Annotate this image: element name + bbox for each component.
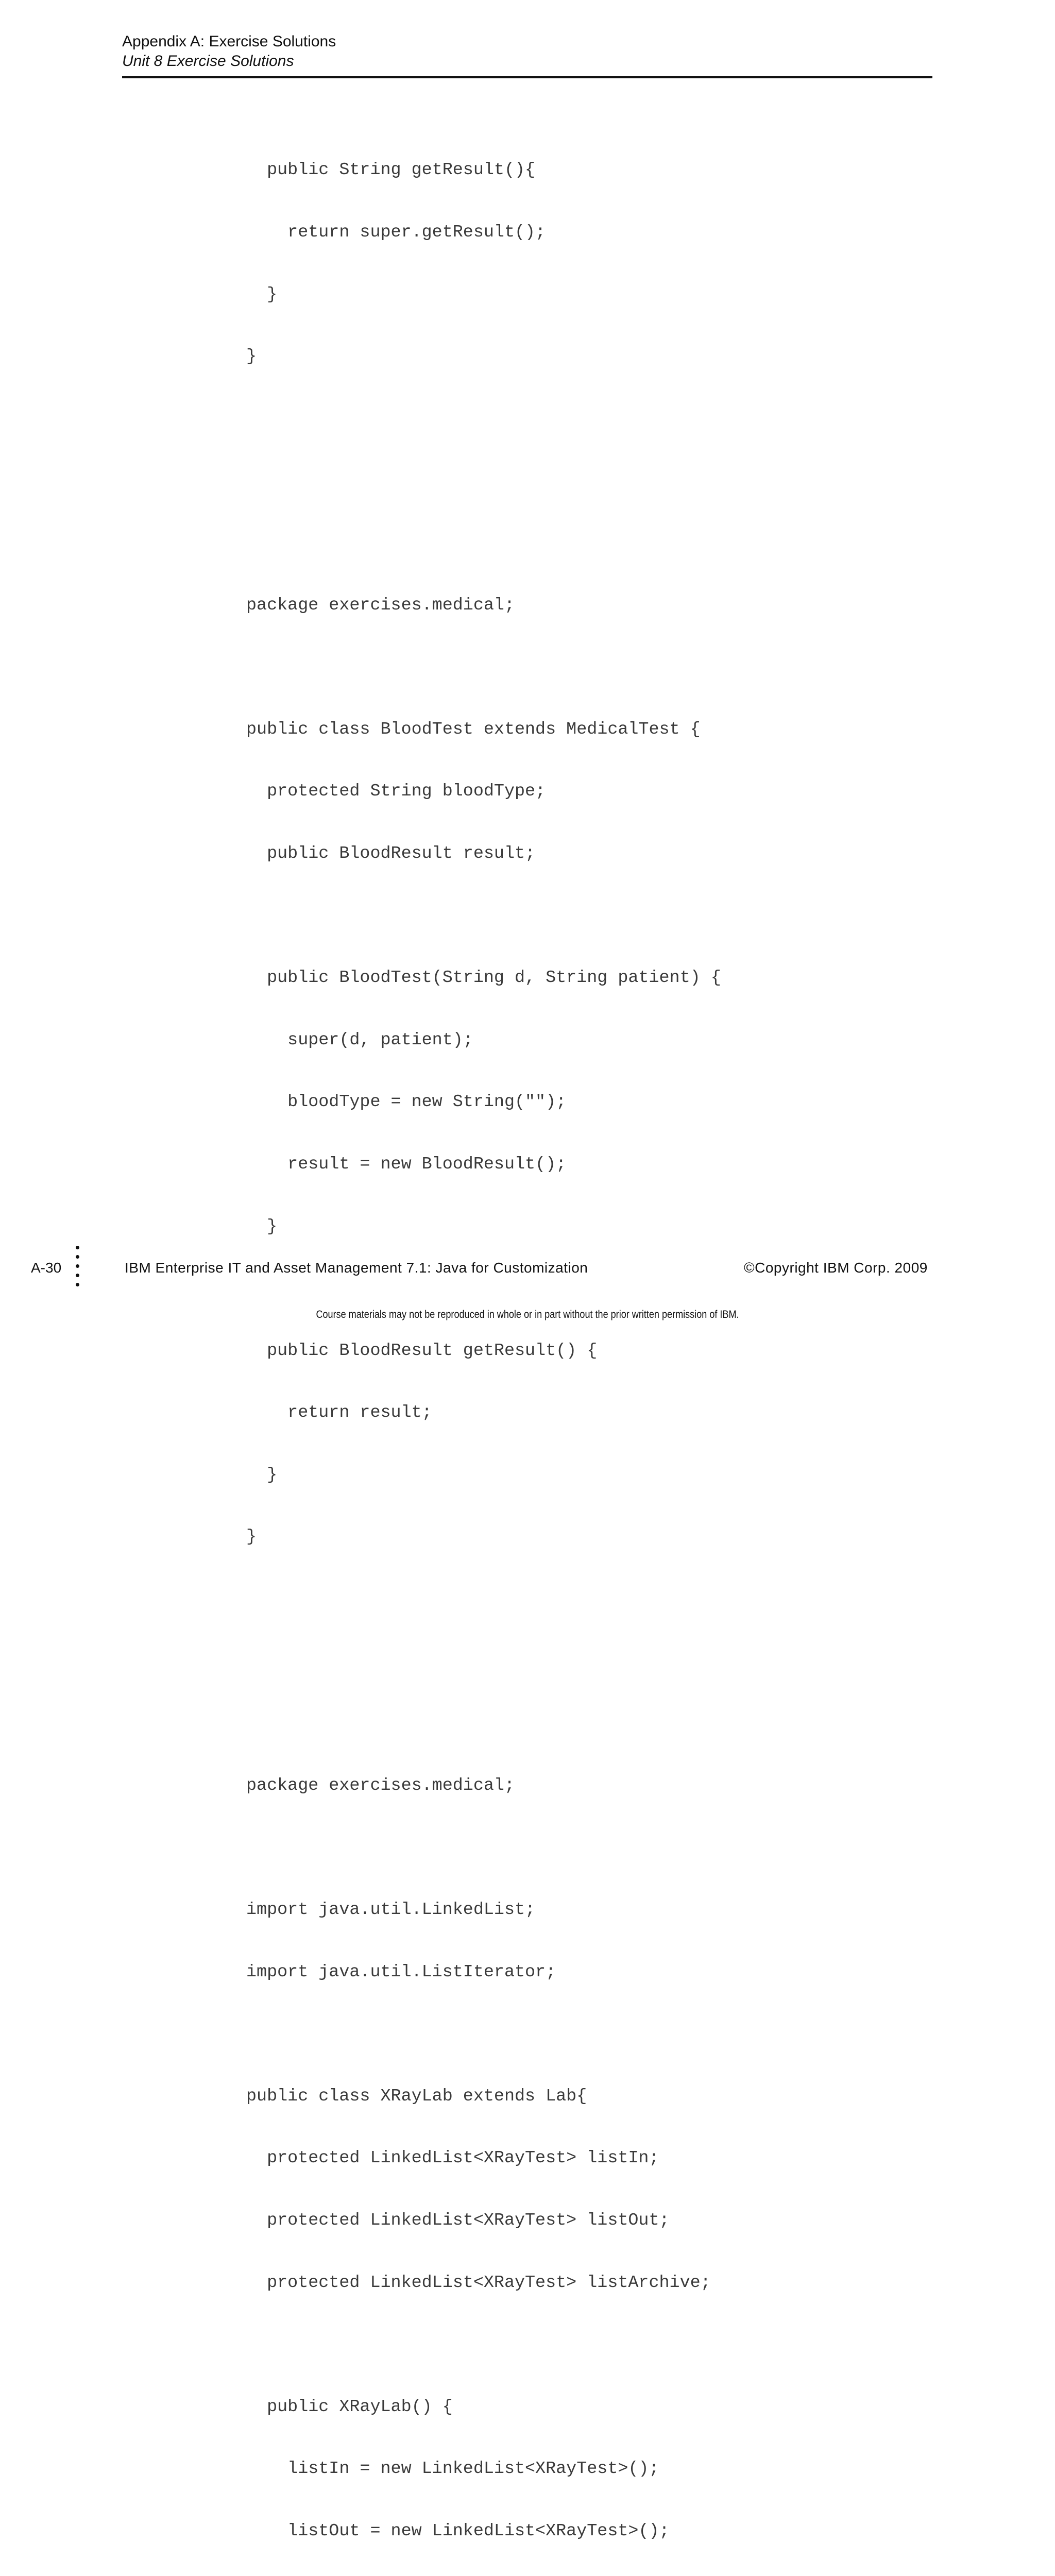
code-line: } (246, 1527, 257, 1547)
code-line (246, 409, 928, 429)
code-line: super(d, patient); (246, 1030, 473, 1050)
code-line: return result; (246, 1403, 432, 1423)
dot (76, 1283, 79, 1286)
code-listing (246, 118, 928, 2576)
code-line (246, 2334, 928, 2355)
code-line (246, 1651, 928, 1672)
code-line: package exercises.medical; (246, 595, 515, 615)
code-line (246, 906, 928, 926)
dot (76, 1246, 79, 1249)
page-header (122, 32, 932, 71)
copyright-notice: ©Copyright IBM Corp. 2009 (744, 1260, 928, 1276)
code-line (246, 533, 928, 553)
code-line (246, 1589, 928, 1609)
code-line: package exercises.medical; (246, 1775, 515, 1795)
dot (76, 1255, 79, 1259)
code-line: protected LinkedList<XRayTest> listIn; (246, 2148, 659, 2168)
code-line (246, 470, 928, 491)
code-line: bloodType = new String(""); (246, 1092, 567, 1112)
code-line: protected LinkedList<XRayTest> listArchive; (246, 2273, 711, 2293)
code-line: public BloodTest(String d, String patient) { (246, 968, 721, 988)
code-line: } (246, 284, 278, 304)
code-line: } (246, 1465, 278, 1485)
reproduction-notice: Course materials may not be reproduced in whole or in part without the prior written permission of IBM. (316, 1309, 739, 1320)
code-line: listIn = new LinkedList<XRayTest>(); (246, 2459, 659, 2479)
code-line: protected String bloodType; (246, 782, 546, 802)
code-line (246, 1278, 928, 1299)
code-line: import java.util.ListIterator; (246, 1962, 556, 1982)
code-line: public class XRayLab extends Lab{ (246, 2086, 587, 2106)
code-line: return super.getResult(); (246, 223, 546, 242)
code-line (246, 657, 928, 677)
appendix-title: Appendix A: Exercise Solutions (122, 33, 336, 50)
code-line: public String getResult(){ (246, 160, 536, 180)
code-line: } (246, 1216, 278, 1236)
code-line: import java.util.LinkedList; (246, 1900, 536, 1920)
unit-subtitle: Unit 8 Exercise Solutions (122, 53, 294, 70)
code-line (246, 1713, 928, 1734)
code-line: public class BloodTest extends MedicalTest { (246, 719, 701, 739)
code-line: protected LinkedList<XRayTest> listOut; (246, 2211, 670, 2230)
code-line: } (246, 347, 257, 367)
code-line: listOut = new LinkedList<XRayTest>(); (246, 2521, 670, 2541)
dot (76, 1274, 79, 1277)
code-line: public XRayLab() { (246, 2397, 453, 2417)
dot-separator-icon (76, 1246, 82, 1292)
code-line (246, 2024, 928, 2044)
code-line (246, 1837, 928, 1858)
page-number: A-30 (31, 1260, 62, 1276)
code-line: public BloodResult getResult() { (246, 1341, 598, 1361)
course-title: IBM Enterprise IT and Asset Management 7.1: Java for Customization (125, 1260, 588, 1276)
dot (76, 1264, 79, 1268)
code-line: result = new BloodResult(); (246, 1154, 567, 1174)
code-line: public BloodResult result; (246, 843, 536, 863)
header-divider (122, 76, 932, 78)
